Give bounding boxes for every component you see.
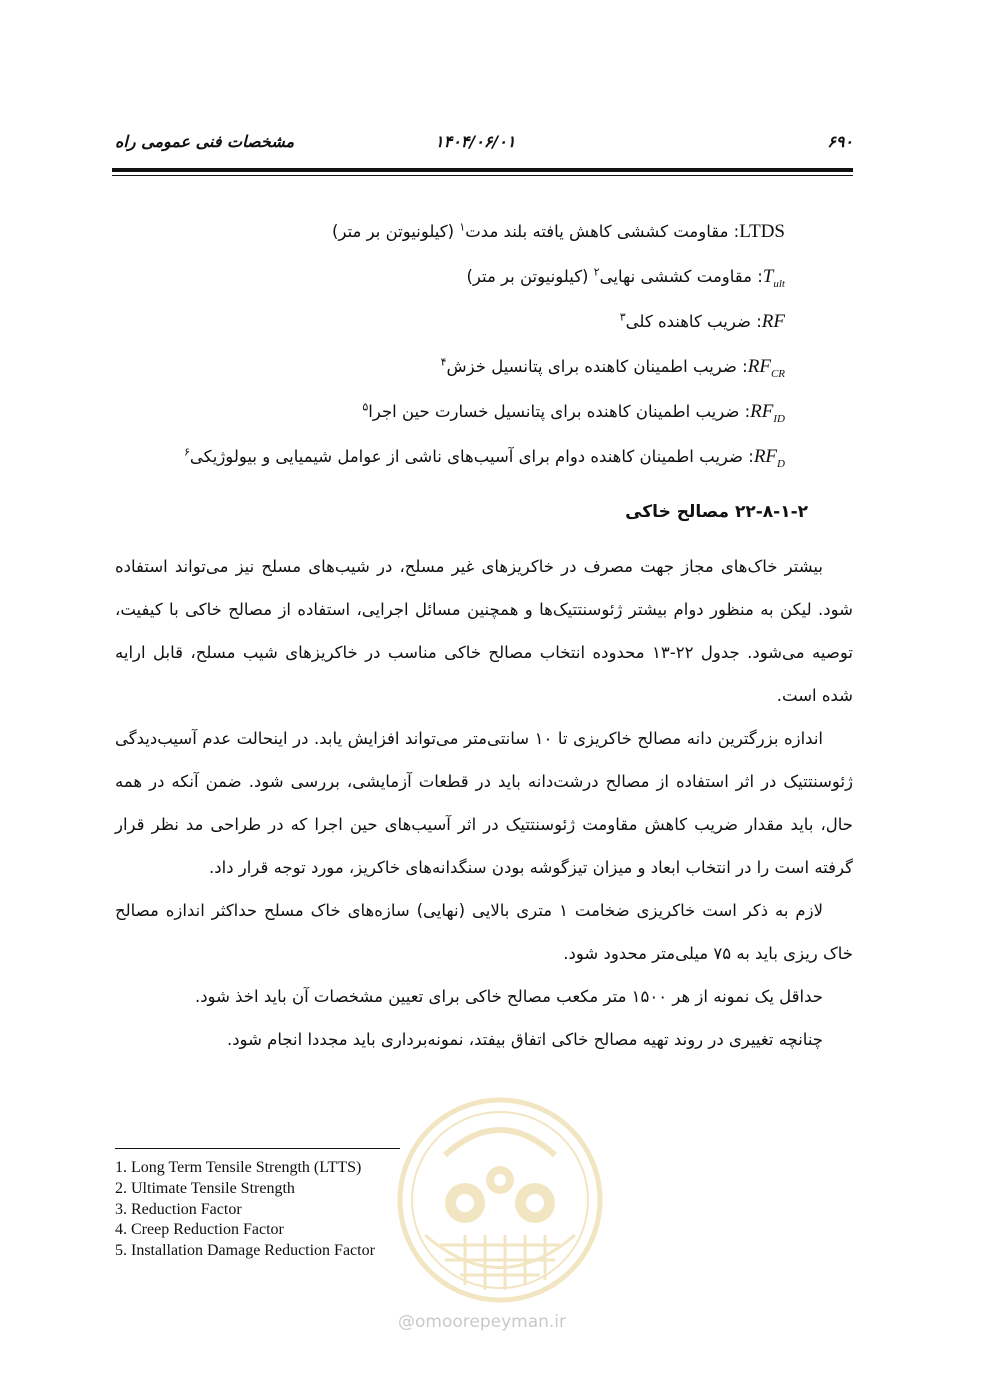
definition-text: : ضریب اطمینان کاهنده برای پتانسیل خزش xyxy=(446,357,748,376)
page-header xyxy=(115,128,853,162)
watermark-logo-icon xyxy=(385,1085,615,1315)
footnote-item: 3. Reduction Factor xyxy=(115,1200,242,1218)
footnotes xyxy=(115,1158,375,1262)
header-rule-thin xyxy=(112,175,853,176)
definition-item xyxy=(85,392,785,437)
text-line: حداقل یک نمونه از هر ۱۵۰۰ متر مکعب مصالح خاکی برای تعیین مشخصات آن باید اخذ شود. xyxy=(194,987,823,1006)
footnote-marker: ۱ xyxy=(459,220,466,234)
footnote-item: 4. Creep Reduction Factor xyxy=(115,1221,284,1239)
definition-text: : ضریب اطمینان کاهنده برای پتانسیل خسارت حین اجرا xyxy=(368,402,751,421)
text-line: چنانچه تغییری در روند تهیه مصالح خاکی اتفاق بیفتد، نمونه‌برداری باید مجددا انجام شود. xyxy=(226,1030,823,1049)
definition-item xyxy=(85,212,785,257)
definition-text: : مقاومت کششی نهایی xyxy=(599,267,763,286)
footnote-item: 5. Installation Damage Reduction Factor xyxy=(115,1242,375,1260)
definition-text: : ضریب اطمینان کاهنده دوام برای آسیب‌های ناشی از عوامل شیمیایی و بیولوژیکی xyxy=(189,447,754,466)
definition-symbol: $T_{ult}$ xyxy=(762,266,785,290)
definition-unit: (کیلونیوتن بر متر) xyxy=(332,222,460,241)
paragraph: بیشتر خاک‌های مجاز جهت مصرف در خاکریزهای غیر مسلح، در شیب‌های مسلح نیز می‌تواند استفاده شود. لیکن به منظور دوام بیشتر ژئوسنتتیک‌ها و همچنین مسائل اجرایی، استفاده از مصالح خاکی با کیفیت، توصیه می‌شود. جدول ۲۲-۱۳ محدوده انتخاب مصالح خاکی مناسب در خاکریزهای شیب مسلح، قابل ارایه شده است. xyxy=(115,557,853,705)
footnote-marker: ۵ xyxy=(362,400,369,414)
book-title: مشخصات فنی عمومی راه xyxy=(115,132,295,151)
page-number: ۶۹۰ xyxy=(827,132,853,151)
definition-item xyxy=(85,347,785,392)
paragraph: اندازه بزرگترین دانه مصالح خاکریزی تا ۱۰ سانتی‌متر می‌تواند افزایش یابد. در اینحالت عدم آسیب‌دیدگی ژئوسنتتیک در اثر استفاده از مصالح درشت‌دانه باید در قطعات آزمایشی، بررسی شود. ضمن آنکه در همه حال، باید مقدار ضریب کاهش مقاومت ژئوسنتتیک در اثر آسیب‌های حین اجرا که در طراحی مد نظر قرار گرفته است را در انتخاب ابعاد و میزان تیزگوشه بودن سنگدانه‌های خاکریز، مورد توجه قرار داد. xyxy=(115,729,853,877)
paragraph: لازم به ذکر است خاکریزی ضخامت ۱ متری بالایی (نهایی) سازه‌های خاک مسلح حداکثر اندازه مصالح خاک ریزی باید به ۷۵ میلی‌متر محدود شود. xyxy=(115,901,853,963)
header-rule-thick xyxy=(112,168,853,172)
footnote-item: 1. Long Term Tensile Strength (LTTS) xyxy=(115,1159,362,1176)
header-date: ۱۴۰۴/۰۶/۰۱ xyxy=(435,132,516,151)
definition-symbol: $RF_{CR}$ xyxy=(747,356,785,380)
watermark-site: @omoorepeyman.ir xyxy=(398,1312,567,1332)
definition-symbol: LTDS xyxy=(739,221,785,242)
footnote-marker: ۳ xyxy=(619,310,626,324)
definition-symbol: RF xyxy=(761,311,785,332)
footnote-marker: ۲ xyxy=(593,265,600,279)
footnote-item: 2. Ultimate Tensile Strength xyxy=(115,1179,295,1197)
footnote-marker: ۴ xyxy=(440,355,447,369)
definition-item xyxy=(85,257,785,302)
definition-item xyxy=(85,302,785,347)
definition-text: : مقاومت کششی کاهش یافته بلند مدت xyxy=(465,222,740,241)
footnote-rule xyxy=(115,1148,400,1149)
body-text xyxy=(115,545,853,1061)
definition-symbol: $RF_D$ xyxy=(753,446,785,470)
definition-item xyxy=(85,437,785,482)
definition-unit: (کیلونیوتن بر متر) xyxy=(466,267,594,286)
section-heading: ۲۲-۸-۱-۲ مصالح خاکی xyxy=(625,502,808,522)
definition-list xyxy=(85,212,785,482)
definition-text: : ضریب کاهنده کلی xyxy=(625,312,762,331)
footnote-marker: ۶ xyxy=(183,445,190,459)
definition-symbol: $RF_{ID}$ xyxy=(750,401,785,425)
